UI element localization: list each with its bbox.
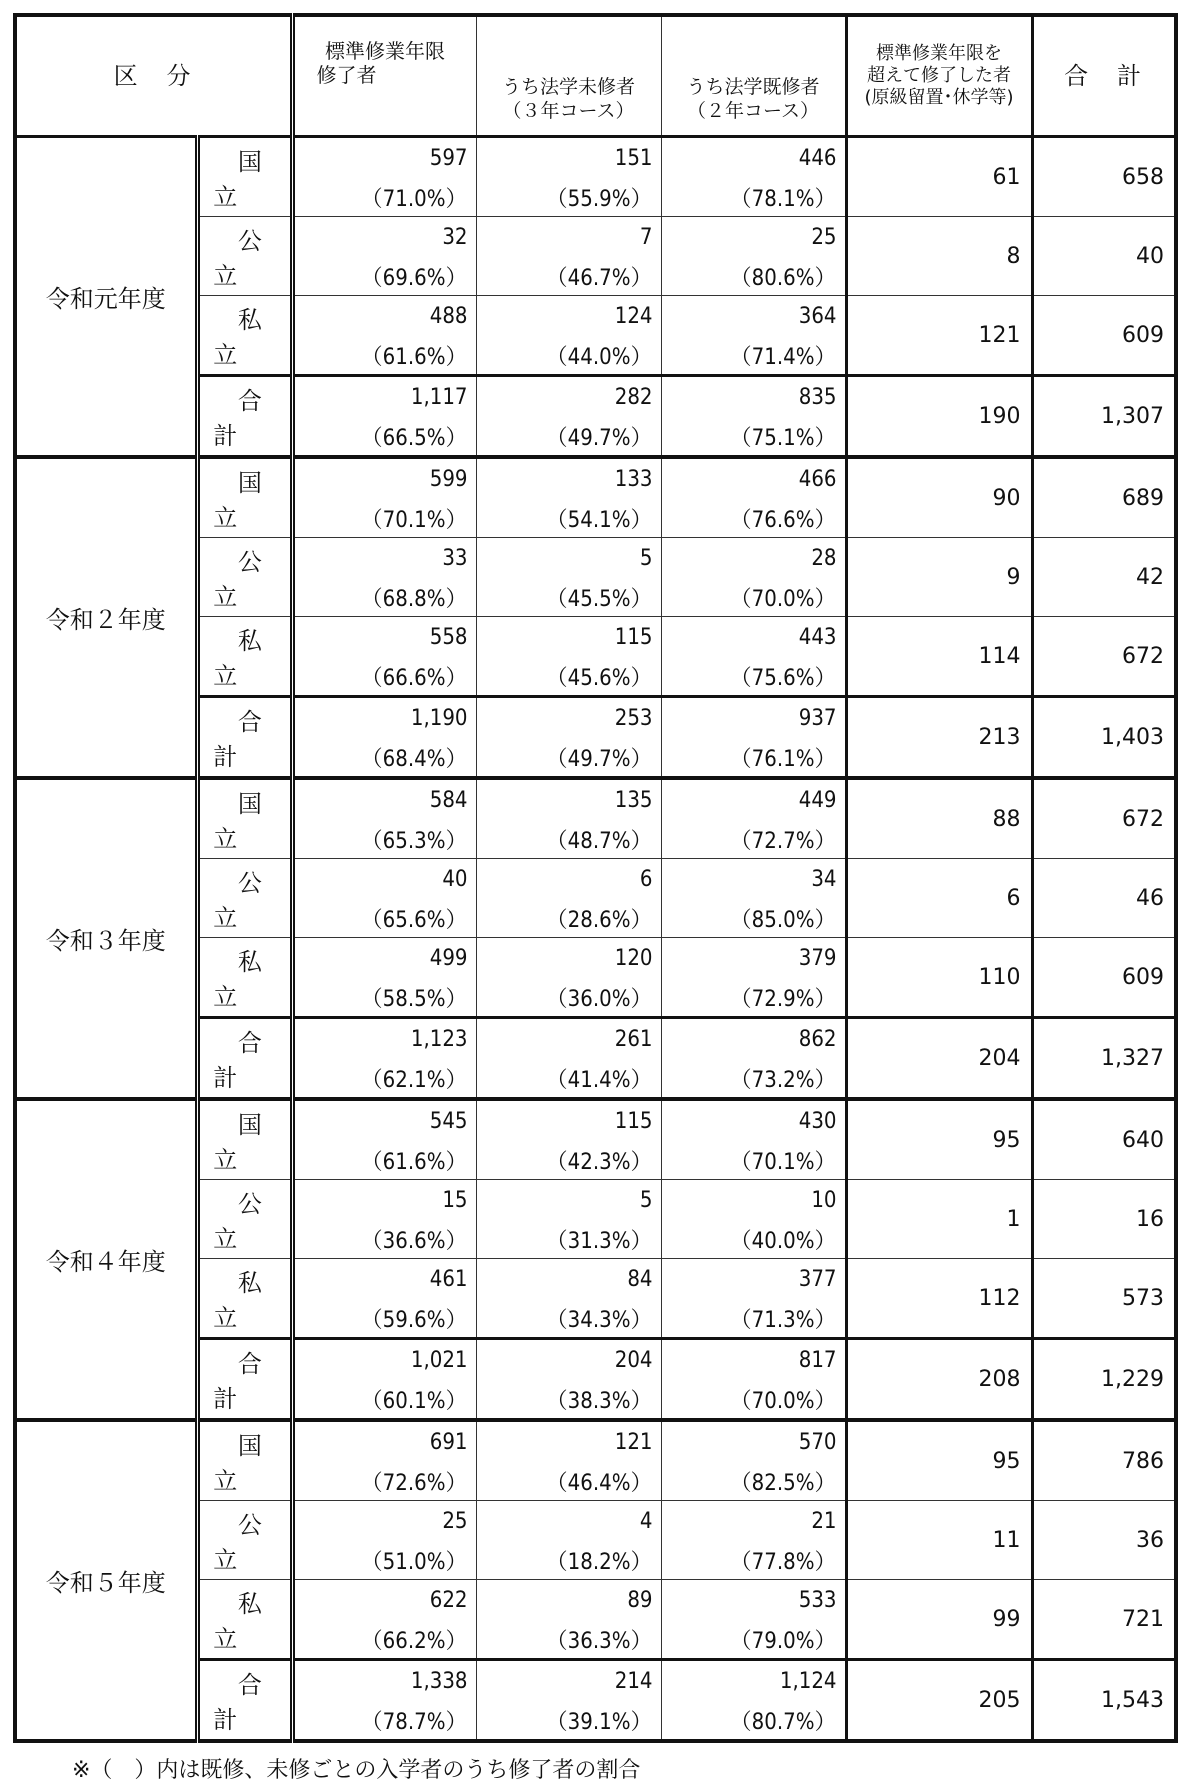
category-text: 私立	[213, 627, 301, 690]
unfinished-count: 135	[476, 778, 661, 820]
category-text: 公立	[213, 548, 301, 611]
finished-count: 466	[661, 457, 846, 499]
finished-percent: （70.0%）	[661, 1380, 846, 1420]
over-count: 95	[846, 1099, 1032, 1180]
header-finished-line2: （２年コース）	[686, 100, 820, 122]
over-count: 95	[846, 1420, 1032, 1501]
footnote: ※（ ）内は既修、未修ごとの入学者のうち修了者の割合	[72, 1758, 641, 1783]
finished-percent: （77.8%）	[661, 1541, 846, 1580]
category-label	[197, 1580, 301, 1660]
unfinished-percent: （54.1%）	[476, 499, 661, 538]
unfinished-percent: （31.3%）	[476, 1220, 661, 1259]
total-count: 36	[1032, 1501, 1176, 1580]
total-count: 609	[1032, 296, 1176, 376]
total-count: 786	[1032, 1420, 1176, 1501]
unfinished-count: 214	[476, 1660, 661, 1702]
unfinished-percent: （48.7%）	[476, 820, 661, 859]
category-label	[197, 1180, 301, 1259]
standard-count: 599	[292, 457, 476, 499]
total-count: 1,543	[1032, 1660, 1176, 1742]
total-count: 573	[1032, 1259, 1176, 1339]
standard-percent: （70.1%）	[292, 499, 476, 538]
total-count: 40	[1032, 217, 1176, 296]
finished-count: 937	[661, 697, 846, 739]
unfinished-percent: （28.6%）	[476, 899, 661, 938]
unfinished-count: 6	[476, 859, 661, 900]
header-total: 合 計	[1032, 15, 1176, 137]
over-count: 99	[846, 1580, 1032, 1660]
total-count: 640	[1032, 1099, 1176, 1180]
over-count: 205	[846, 1660, 1032, 1742]
category-text: 合計	[213, 1671, 301, 1734]
standard-percent: （65.6%）	[292, 899, 476, 938]
year-label: 令和５年度	[15, 1420, 197, 1741]
over-count: 90	[846, 457, 1032, 538]
year-label: 令和元年度	[15, 137, 197, 458]
standard-percent: （36.6%）	[292, 1220, 476, 1259]
category-label	[197, 859, 301, 938]
category-label	[197, 938, 301, 1018]
completion-table	[13, 13, 1178, 1743]
standard-count: 461	[292, 1259, 476, 1300]
finished-count: 379	[661, 938, 846, 979]
category-text: 私立	[213, 306, 301, 369]
category-label	[197, 1501, 301, 1580]
unfinished-count: 253	[476, 697, 661, 739]
category-text: 公立	[213, 869, 301, 932]
standard-count: 545	[292, 1099, 476, 1141]
total-count: 42	[1032, 538, 1176, 617]
standard-percent: （60.1%）	[292, 1380, 476, 1420]
unfinished-percent: （45.6%）	[476, 657, 661, 697]
finished-count: 25	[661, 217, 846, 258]
finished-percent: （76.1%）	[661, 738, 846, 778]
standard-percent: （71.0%）	[292, 178, 476, 217]
standard-count: 1,190	[292, 697, 476, 739]
finished-percent: （70.1%）	[661, 1141, 846, 1180]
header-standard	[292, 15, 476, 137]
header-over-line2: 超えて修了した者	[867, 65, 1012, 86]
finished-percent: （79.0%）	[661, 1620, 846, 1660]
unfinished-percent: （38.3%）	[476, 1380, 661, 1420]
standard-count: 691	[292, 1420, 476, 1462]
total-count: 721	[1032, 1580, 1176, 1660]
finished-percent: （80.6%）	[661, 257, 846, 296]
unfinished-count: 261	[476, 1018, 661, 1060]
category-label	[197, 1420, 301, 1501]
unfinished-percent: （41.4%）	[476, 1059, 661, 1099]
standard-percent: （69.6%）	[292, 257, 476, 296]
over-count: 121	[846, 296, 1032, 376]
over-count: 88	[846, 778, 1032, 859]
table-row	[15, 137, 1176, 179]
over-count: 11	[846, 1501, 1032, 1580]
unfinished-count: 124	[476, 296, 661, 337]
finished-percent: （75.1%）	[661, 417, 846, 457]
table-body	[15, 137, 1176, 1742]
category-label	[197, 296, 301, 376]
category-label	[197, 697, 301, 779]
total-count: 1,307	[1032, 376, 1176, 458]
finished-percent: （76.6%）	[661, 499, 846, 538]
over-count: 112	[846, 1259, 1032, 1339]
unfinished-count: 204	[476, 1339, 661, 1381]
standard-percent: （68.8%）	[292, 578, 476, 617]
category-text: 公立	[213, 1190, 301, 1253]
finished-percent: （75.6%）	[661, 657, 846, 697]
category-label	[197, 137, 301, 217]
header-unfinished-line1: うち法学未修者	[502, 76, 636, 98]
table-row	[15, 457, 1176, 499]
header-unfinished	[476, 15, 661, 137]
unfinished-percent: （49.7%）	[476, 417, 661, 457]
unfinished-count: 5	[476, 1180, 661, 1221]
unfinished-percent: （42.3%）	[476, 1141, 661, 1180]
standard-count: 33	[292, 538, 476, 579]
header-row	[15, 15, 1176, 137]
over-count: 213	[846, 697, 1032, 779]
over-count: 61	[846, 137, 1032, 217]
finished-percent: （70.0%）	[661, 578, 846, 617]
finished-count: 835	[661, 376, 846, 418]
unfinished-percent: （39.1%）	[476, 1701, 661, 1741]
unfinished-count: 133	[476, 457, 661, 499]
unfinished-count: 121	[476, 1420, 661, 1462]
total-count: 1,229	[1032, 1339, 1176, 1421]
finished-percent: （40.0%）	[661, 1220, 846, 1259]
header-unfinished-line2: （３年コース）	[502, 100, 635, 122]
finished-percent: （72.9%）	[661, 978, 846, 1018]
finished-count: 377	[661, 1259, 846, 1300]
category-label	[197, 1099, 301, 1180]
header-standard-line1: 標準修業年限	[325, 39, 446, 63]
standard-percent: （62.1%）	[292, 1059, 476, 1099]
finished-count: 364	[661, 296, 846, 337]
category-text: 合計	[213, 708, 301, 771]
unfinished-count: 115	[476, 617, 661, 658]
finished-count: 449	[661, 778, 846, 820]
category-text: 私立	[213, 1590, 301, 1653]
unfinished-percent: （44.0%）	[476, 336, 661, 376]
unfinished-percent: （18.2%）	[476, 1541, 661, 1580]
finished-count: 570	[661, 1420, 846, 1462]
finished-count: 21	[661, 1501, 846, 1542]
finished-count: 817	[661, 1339, 846, 1381]
standard-percent: （66.2%）	[292, 1620, 476, 1660]
finished-percent: （82.5%）	[661, 1462, 846, 1501]
year-label: 令和２年度	[15, 457, 197, 778]
finished-count: 1,124	[661, 1660, 846, 1702]
standard-percent: （51.0%）	[292, 1541, 476, 1580]
unfinished-count: 84	[476, 1259, 661, 1300]
unfinished-percent: （55.9%）	[476, 178, 661, 217]
category-text: 国立	[213, 469, 301, 532]
over-count: 8	[846, 217, 1032, 296]
standard-count: 1,021	[292, 1339, 476, 1381]
unfinished-count: 5	[476, 538, 661, 579]
category-text: 合計	[213, 1029, 301, 1092]
standard-count: 40	[292, 859, 476, 900]
category-label	[197, 617, 301, 697]
finished-count: 443	[661, 617, 846, 658]
category-label	[197, 538, 301, 617]
finished-percent: （80.7%）	[661, 1701, 846, 1741]
category-text: 国立	[213, 1111, 301, 1174]
category-label	[197, 778, 301, 859]
category-label	[197, 1018, 301, 1100]
year-label: 令和３年度	[15, 778, 197, 1099]
standard-percent: （61.6%）	[292, 1141, 476, 1180]
category-text: 公立	[213, 227, 301, 290]
unfinished-count: 151	[476, 137, 661, 179]
standard-percent: （66.5%）	[292, 417, 476, 457]
unfinished-percent: （36.3%）	[476, 1620, 661, 1660]
over-count: 6	[846, 859, 1032, 938]
category-text: 国立	[213, 790, 301, 853]
category-text: 私立	[213, 1269, 301, 1332]
header-finished-line1: うち法学既修者	[686, 76, 820, 98]
category-text: 公立	[213, 1511, 301, 1574]
standard-count: 25	[292, 1501, 476, 1542]
total-count: 1,327	[1032, 1018, 1176, 1100]
category-label	[197, 217, 301, 296]
over-count: 208	[846, 1339, 1032, 1421]
standard-count: 499	[292, 938, 476, 979]
category-label	[197, 1660, 301, 1742]
standard-percent: （59.6%）	[292, 1299, 476, 1339]
finished-percent: （73.2%）	[661, 1059, 846, 1099]
standard-count: 597	[292, 137, 476, 179]
total-count: 689	[1032, 457, 1176, 538]
standard-count: 622	[292, 1580, 476, 1621]
standard-count: 32	[292, 217, 476, 258]
unfinished-count: 115	[476, 1099, 661, 1141]
unfinished-percent: （34.3%）	[476, 1299, 661, 1339]
unfinished-count: 4	[476, 1501, 661, 1542]
finished-percent: （71.4%）	[661, 336, 846, 376]
header-over-line3: (原級留置･休学等)	[864, 87, 1014, 108]
standard-percent: （78.7%）	[292, 1701, 476, 1741]
standard-percent: （58.5%）	[292, 978, 476, 1018]
unfinished-percent: （36.0%）	[476, 978, 661, 1018]
category-label	[197, 1339, 301, 1421]
unfinished-percent: （49.7%）	[476, 738, 661, 778]
category-text: 私立	[213, 948, 301, 1011]
header-finished	[661, 15, 846, 137]
category-text: 国立	[213, 1432, 301, 1495]
standard-count: 1,123	[292, 1018, 476, 1060]
unfinished-percent: （45.5%）	[476, 578, 661, 617]
over-count: 110	[846, 938, 1032, 1018]
finished-count: 10	[661, 1180, 846, 1221]
finished-percent: （78.1%）	[661, 178, 846, 217]
unfinished-count: 7	[476, 217, 661, 258]
table-row	[15, 1099, 1176, 1141]
over-count: 9	[846, 538, 1032, 617]
standard-count: 15	[292, 1180, 476, 1221]
over-count: 204	[846, 1018, 1032, 1100]
category-text: 合計	[213, 387, 301, 450]
category-label	[197, 457, 301, 538]
finished-count: 34	[661, 859, 846, 900]
total-count: 46	[1032, 859, 1176, 938]
standard-percent: （68.4%）	[292, 738, 476, 778]
over-count: 114	[846, 617, 1032, 697]
finished-count: 446	[661, 137, 846, 179]
standard-count: 1,117	[292, 376, 476, 418]
standard-percent: （61.6%）	[292, 336, 476, 376]
unfinished-percent: （46.7%）	[476, 257, 661, 296]
table-row	[15, 1420, 1176, 1462]
category-label	[197, 376, 301, 458]
standard-percent: （66.6%）	[292, 657, 476, 697]
unfinished-percent: （46.4%）	[476, 1462, 661, 1501]
year-label: 令和４年度	[15, 1099, 197, 1420]
unfinished-count: 120	[476, 938, 661, 979]
standard-percent: （72.6%）	[292, 1462, 476, 1501]
standard-count: 1,338	[292, 1660, 476, 1702]
total-count: 16	[1032, 1180, 1176, 1259]
over-count: 1	[846, 1180, 1032, 1259]
total-count: 609	[1032, 938, 1176, 1018]
standard-count: 488	[292, 296, 476, 337]
standard-count: 584	[292, 778, 476, 820]
header-over	[846, 15, 1032, 137]
standard-percent: （65.3%）	[292, 820, 476, 859]
finished-count: 862	[661, 1018, 846, 1060]
unfinished-count: 282	[476, 376, 661, 418]
finished-count: 430	[661, 1099, 846, 1141]
table-row	[15, 778, 1176, 820]
finished-percent: （85.0%）	[661, 899, 846, 938]
category-label	[197, 1259, 301, 1339]
header-division: 区 分	[15, 15, 292, 137]
standard-count: 558	[292, 617, 476, 658]
category-text: 国立	[213, 148, 301, 211]
over-count: 190	[846, 376, 1032, 458]
finished-count: 533	[661, 1580, 846, 1621]
category-text: 合計	[213, 1350, 301, 1413]
unfinished-count: 89	[476, 1580, 661, 1621]
total-count: 658	[1032, 137, 1176, 217]
total-count: 672	[1032, 778, 1176, 859]
header-standard-line2: 修了者	[316, 63, 377, 87]
total-count: 1,403	[1032, 697, 1176, 779]
finished-percent: （72.7%）	[661, 820, 846, 859]
finished-percent: （71.3%）	[661, 1299, 846, 1339]
header-over-line1: 標準修業年限を	[876, 43, 1003, 64]
total-count: 672	[1032, 617, 1176, 697]
finished-count: 28	[661, 538, 846, 579]
